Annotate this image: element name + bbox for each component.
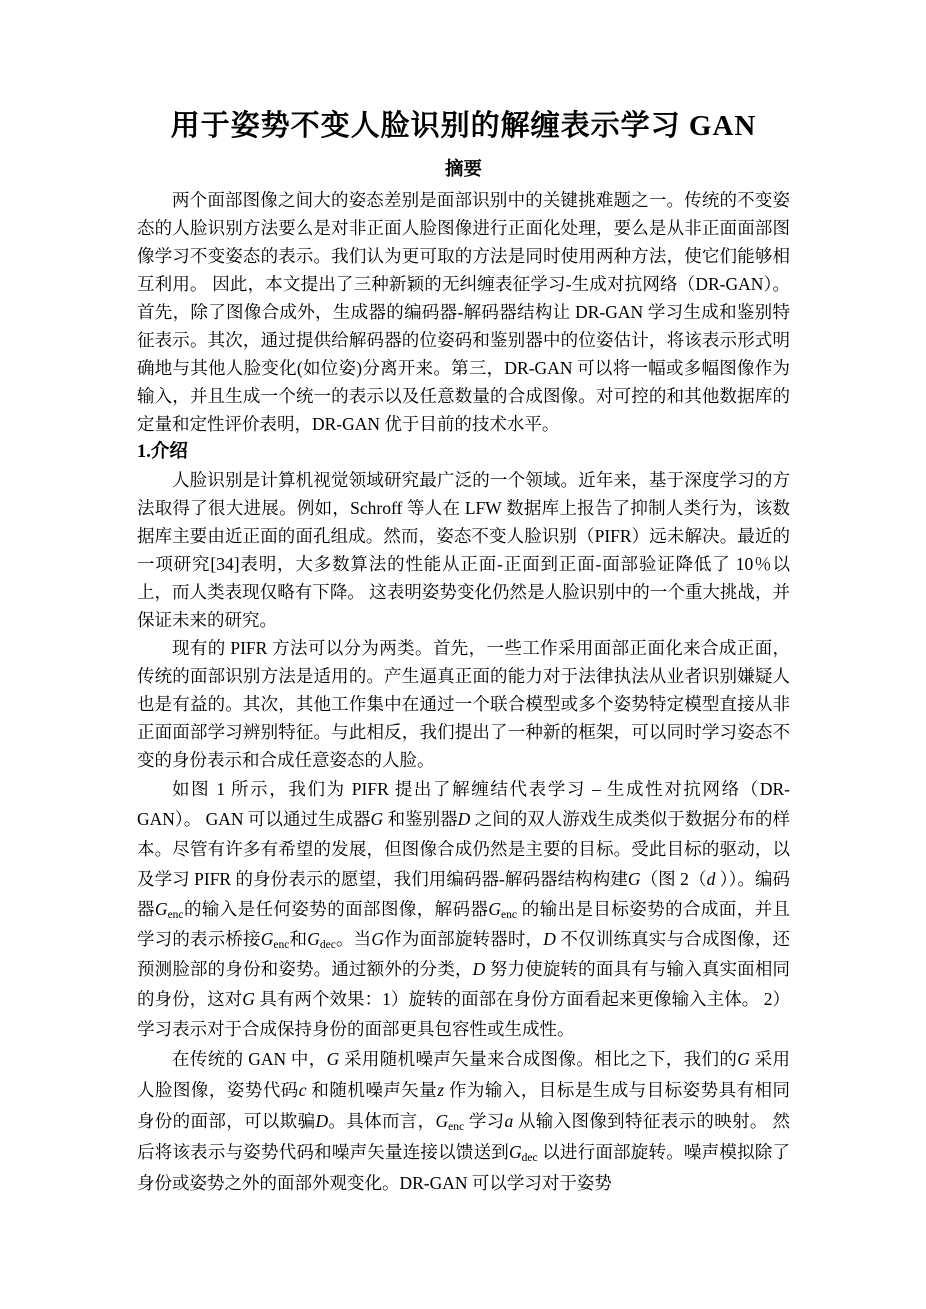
text-run: 。具体而言， — [328, 1111, 436, 1132]
math-variable: G — [326, 1049, 340, 1070]
text-run: 的输出是目标姿势的合成面，并且学习的表示桥接 — [137, 899, 791, 950]
text-run: 以进行面部旋转。噪声模拟除了身份或姿势之外的面部外观变化。DR-GAN 可以学习对于姿势 — [137, 1142, 791, 1194]
math-variable: G — [370, 809, 384, 830]
paper-title: 用于姿势不变人脸识别的解缠表示学习 GAN — [170, 110, 757, 142]
text-run: 不仅训练真实与合成图像，还预测脸部的身份和姿势。通过额外的分类， — [137, 929, 791, 980]
text-run: （图 2（ — [640, 869, 707, 890]
abstract-heading: 摘要 — [444, 160, 482, 181]
text-run: 和鉴别器 — [383, 809, 458, 830]
text-run: 。当 — [335, 929, 372, 950]
math-subscript: enc — [501, 909, 518, 922]
text-run: 如图 1 所示，我们为 PIFR 提出了解缠结代表学习 – 生成性对抗网络（DR-GAN）。 GAN 可以通过生成器 — [137, 779, 790, 830]
math-subscript: enc — [273, 939, 290, 952]
math-variable: G — [307, 929, 320, 950]
text-run: 努力使旋转的面具有与输入真实面相同的身份，这对 — [137, 959, 791, 1010]
text-run: 作为面部旋转器时， — [383, 929, 544, 950]
text-run: 采用随机噪声矢量来合成图像。相比之下，我们的 — [339, 1049, 738, 1070]
math-subscript: dec — [521, 1152, 538, 1165]
text-run: 学习 — [464, 1111, 505, 1132]
math-variable: G — [509, 1142, 522, 1163]
math-variable: c — [298, 1080, 307, 1101]
math-variable: d — [706, 869, 716, 890]
math-subscript: enc — [448, 1121, 465, 1134]
section-1-heading: 1.介绍 — [137, 442, 188, 463]
text-run: 的输入是任何姿势的面部图像，解码器 — [183, 899, 489, 920]
math-variable: D — [543, 929, 556, 950]
math-subscript: enc — [167, 909, 184, 922]
math-variable: G — [737, 1049, 750, 1070]
math-variable: a — [504, 1111, 514, 1132]
math-variable: G — [435, 1111, 449, 1132]
math-variable: G — [260, 929, 274, 950]
text-run: 从输入图像到特征表示的映射。 然后将该表示与姿势代码和噪声矢量连接以馈送到 — [137, 1111, 790, 1163]
text-run: 和随机噪声矢量 — [306, 1080, 438, 1101]
intro-paragraph-4 — [137, 1044, 790, 1199]
text-run: 作为输入，目标是生成与目标姿势具有相同身份的面部，可以欺骗 — [137, 1080, 791, 1132]
math-variable: G — [154, 899, 168, 920]
text-run: 之间的双人游戏生成类似于数据分布的样本。尽管有许多有希望的发展，但图像合成仍然是主要的目标。受此目标的驱动，以及学习 PIFR 的身份表示的愿望，我们用编码器-解码器结构构建 — [137, 809, 791, 890]
text-run: 在传统的 GAN 中， — [172, 1049, 327, 1070]
intro-paragraph-1: 人脸识别是计算机视觉领域研究最广泛的一个领域。近年来，基于深度学习的方法取得了很大进展。例如，Schroff 等人在 LFW 数据库上报告了抑制人类行为，该数据库主要由近正面的面孔组成。然而，姿态不变人脸识别（PIFR）远未解决。最近的一项研究[34]表明，大多数算法的性能从正面-正面到正面-面部验证降低了 10％以上，而人类表现仅略有下降。 这表明姿势变化仍然是人脸识别中的一个重大挑战，并保证未来的研究。 — [137, 470, 790, 631]
text-run: 和 — [289, 929, 308, 950]
text-run: 具有两个效果：1）旋转的面部在身份方面看起来更像输入主体。 2）学习表示对于合成保持身份的面部更具包容性或生成性。 — [137, 989, 791, 1040]
abstract-paragraph: 两个面部图像之间大的姿态差别是面部识别中的关键挑难题之一。传统的不变姿态的人脸识别方法要么是对非正面人脸图像进行正面化处理，要么是从非正面面部图像学习不变姿态的表示。我们认为更可取的方法是同时使用两种方法，使它们能够相互利用。 因此，本文提出了三种新颖的无纠缠表征学习-生成对抗网络（DR-GAN）。首先，除了图像合成外，生成器的编码器-解码器结构让 DR-GAN 学习生成和鉴别特征表示。其次，通过提供给解码器的位姿码和鉴别器中的位姿估计，将该表示形式明确地与其他人脸变化(如位姿)分离开来。第三，DR-GAN 可以将一幅或多幅图像作为输入，并且生成一个统一的表示以及任意数量的合成图像。对可控的和其他数据库的定量和定性评价表明，DR-GAN 优于目前的技术水平。 — [137, 190, 790, 435]
math-subscript: dec — [319, 939, 336, 952]
math-variable: z — [437, 1080, 445, 1101]
math-variable: D — [457, 809, 471, 830]
math-variable: G — [488, 899, 502, 920]
intro-paragraph-3 — [137, 774, 790, 1044]
intro-paragraph-2: 现有的 PIFR 方法可以分为两类。首先，一些工作采用面部正面化来合成正面，传统的面部识别方法是适用的。产生逼真正面的能力对于法律执法从业者识别嫌疑人也是有益的。其次，其他工作集中在通过一个联合模型或多个姿势特定模型直接从非正面面部学习辨别特征。与此相反，我们提出了一种新的框架，可以同时学习姿态不变的身份表示和合成任意姿态的人脸。 — [137, 638, 790, 771]
text-run: ））。编码器 — [137, 869, 791, 920]
math-variable: D — [472, 959, 486, 980]
math-variable: G — [627, 869, 641, 890]
text-run: 采用人脸图像，姿势代码 — [137, 1049, 791, 1101]
math-variable: D — [315, 1111, 329, 1132]
math-variable: G — [242, 989, 255, 1010]
math-variable: G — [371, 929, 384, 950]
